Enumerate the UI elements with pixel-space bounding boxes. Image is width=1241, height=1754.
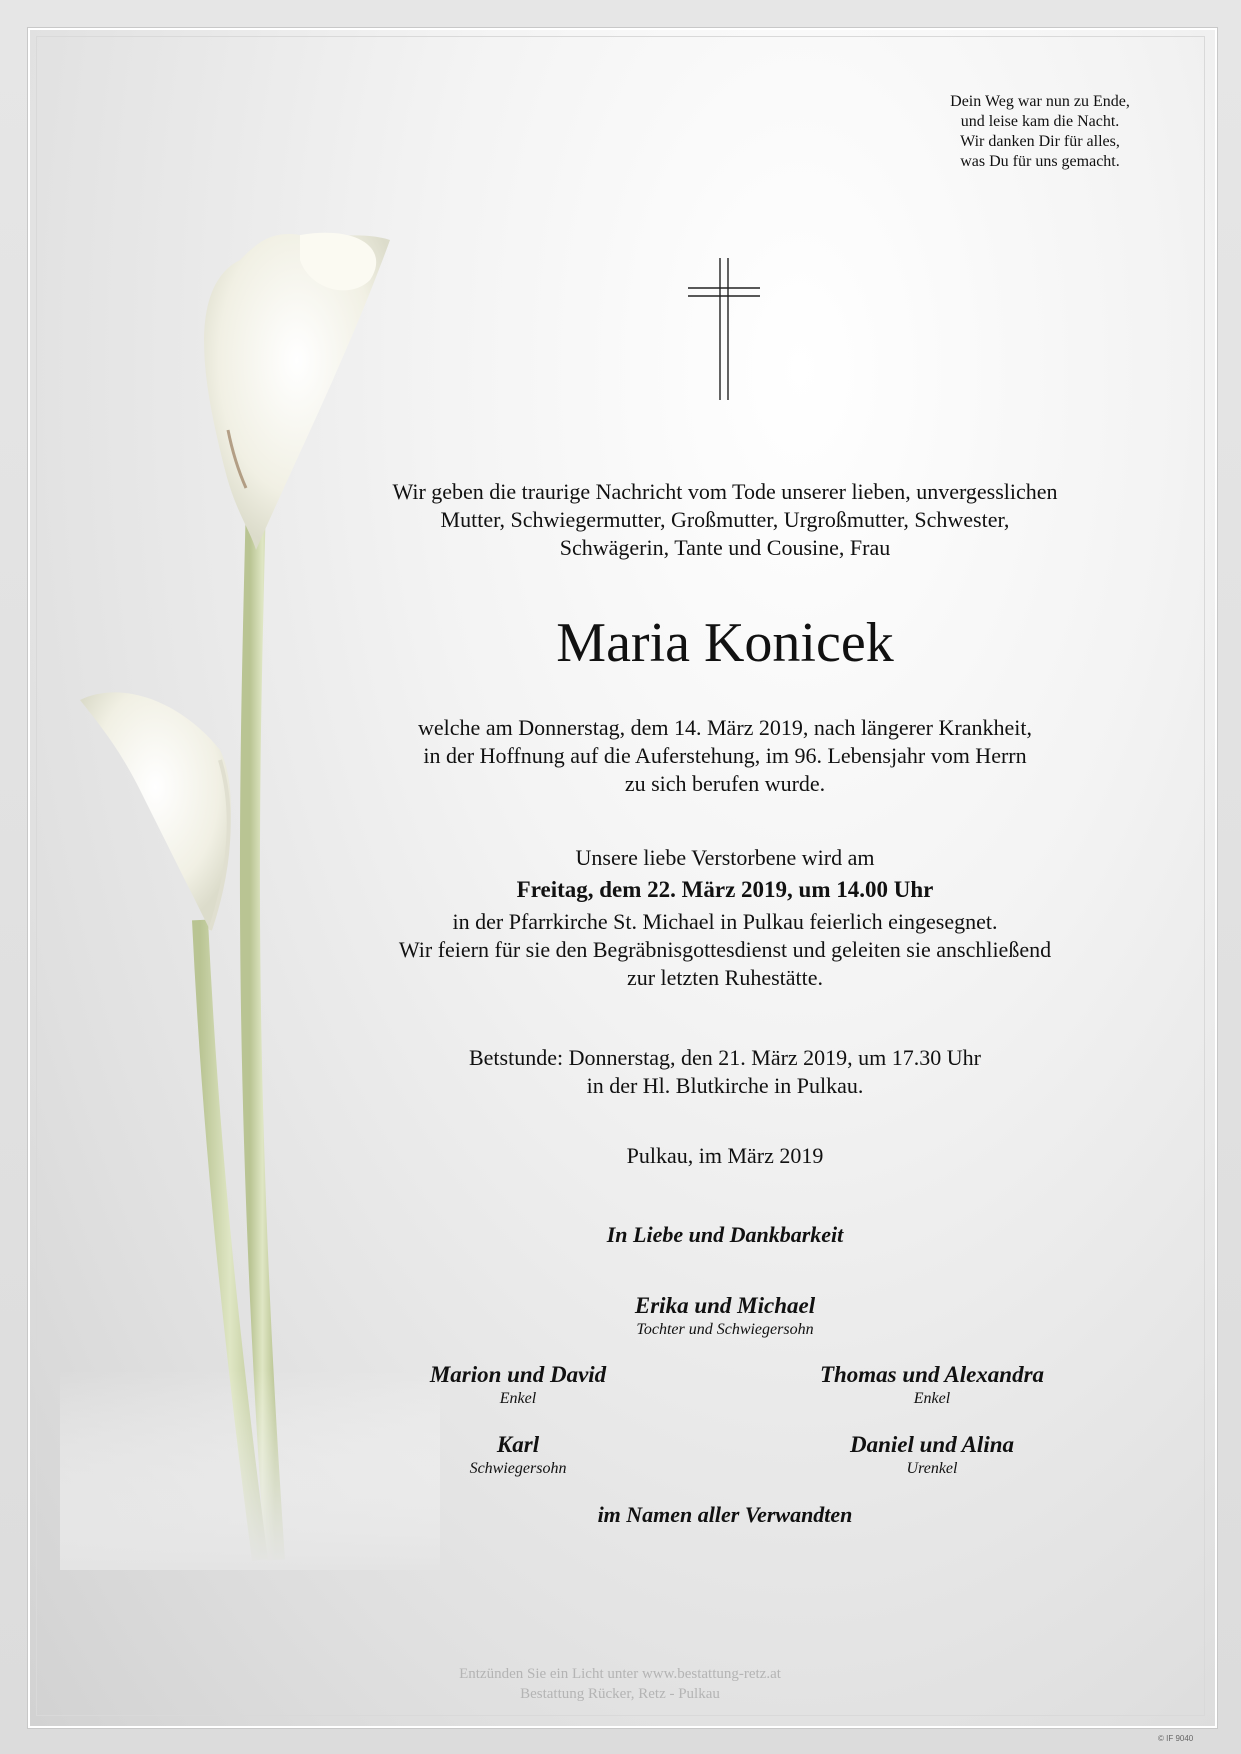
- death-notice: [320, 714, 1130, 798]
- funeral-lead: Unsere liebe Verstorbene wird am: [575, 845, 875, 870]
- funeral-date: Freitag, dem 22. März 2019, um 14.00 Uhr: [516, 877, 934, 902]
- mourner-relation: Schwiegersohn: [469, 1460, 567, 1477]
- mourner-grandchild-1: [318, 1361, 718, 1409]
- funeral-line: in der Pfarrkirche St. Michael in Pulkau feierlich eingesegnet.: [452, 909, 998, 934]
- footer-company-line: Bestattung Rücker, Retz - Pulkau: [520, 1686, 720, 1702]
- poem-line: Dein Weg war nun zu Ende,: [950, 93, 1130, 110]
- closing-line: im Namen aller Verwandten: [597, 1502, 853, 1527]
- poem-line: was Du für uns gemacht.: [960, 153, 1120, 170]
- funeral-details: [320, 844, 1130, 992]
- intro-line: Wir geben die traurige Nachricht vom Tode unserer lieben, unvergesslichen: [392, 479, 1058, 504]
- death-line: welche am Donnerstag, dem 14. März 2019, nach längerer Krankheit,: [418, 715, 1032, 740]
- mourner-name: Daniel und Alina: [849, 1432, 1015, 1457]
- mourner-grandchild-2: [732, 1361, 1132, 1409]
- poem-line: und leise kam die Nacht.: [960, 113, 1120, 130]
- mourner-son-in-law: [318, 1431, 718, 1479]
- death-line: in der Hoffnung auf die Auferstehung, im 96. Lebensjahr vom Herrn: [423, 743, 1027, 768]
- mourner-relation: Enkel: [913, 1390, 951, 1407]
- place-date: Pulkau, im März 2019: [626, 1143, 824, 1168]
- love-line: In Liebe und Dankbarkeit: [606, 1222, 844, 1247]
- mourner-name: Marion und David: [429, 1362, 607, 1387]
- announcement-intro: [320, 478, 1130, 562]
- mourner-relation: Enkel: [499, 1390, 537, 1407]
- prayer-hour: [320, 1044, 1130, 1100]
- prayer-line: in der Hl. Blutkirche in Pulkau.: [586, 1073, 864, 1098]
- cross-icon: [686, 258, 762, 400]
- mourner-relation: Tochter und Schwiegersohn: [636, 1321, 814, 1338]
- deceased-name: Maria Konicek: [556, 612, 894, 674]
- mourner-relation: Urenkel: [906, 1460, 958, 1477]
- poem-line: Wir danken Dir für alles,: [960, 133, 1120, 150]
- mourner-name: Thomas und Alexandra: [819, 1362, 1045, 1387]
- footer-website-line: Entzünden Sie ein Licht unter www.bestattung-retz.at: [459, 1666, 781, 1682]
- funeral-line: zur letzten Ruhestätte.: [626, 965, 824, 990]
- footer: [400, 1664, 840, 1704]
- death-line: zu sich berufen wurde.: [624, 771, 826, 796]
- intro-line: Schwägerin, Tante und Cousine, Frau: [559, 535, 891, 560]
- template-code: © IF 9040: [1158, 1734, 1194, 1743]
- funeral-line: Wir feiern für sie den Begräbnisgottesdienst und geleiten sie anschließend: [398, 937, 1052, 962]
- mourner-daughter: [525, 1292, 925, 1340]
- prayer-line: Betstunde: Donnerstag, den 21. März 2019, um 17.30 Uhr: [468, 1045, 982, 1070]
- mourner-name: Erika und Michael: [634, 1293, 816, 1318]
- poem: [900, 92, 1180, 172]
- mourner-name: Karl: [496, 1432, 540, 1457]
- mourner-great-grandchild: [732, 1431, 1132, 1479]
- intro-line: Mutter, Schwiegermutter, Großmutter, Urgroßmutter, Schwester,: [440, 507, 1010, 532]
